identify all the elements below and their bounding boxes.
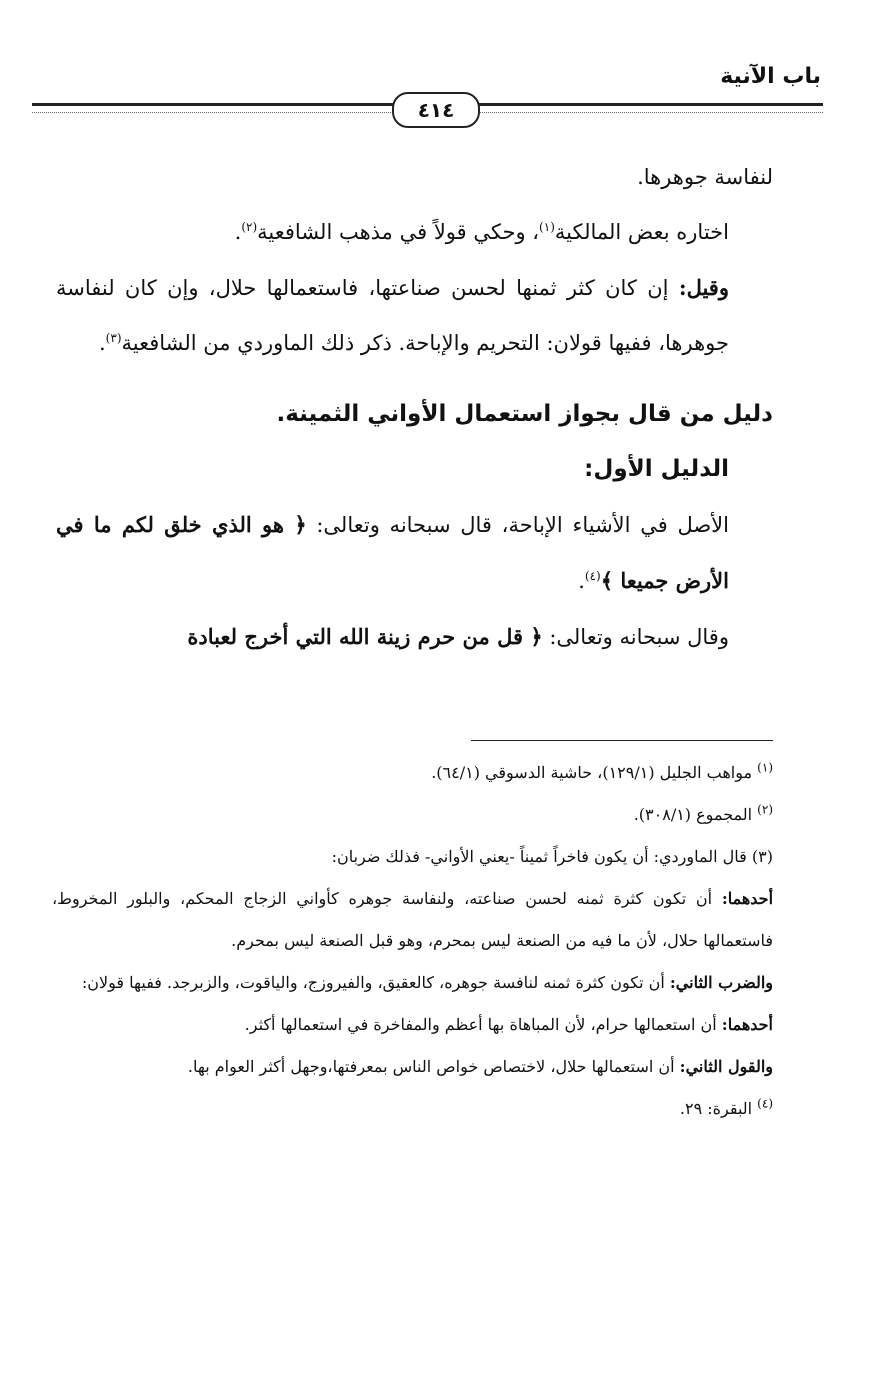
footnote: $^{(٢)}$ المجموع (٣٠٨/١). bbox=[633, 802, 773, 824]
footnote: (٣) قال الماوردي: أن يكون فاخراً ثميناً -يعني الأواني- فذلك ضربان: bbox=[331, 847, 773, 866]
footnote-number: (٣) bbox=[751, 847, 773, 866]
text-line: اختاره بعض المالكية$^{(١)}$، وحكي قولاً في مذهب الشافعية$^{(٢)}$. bbox=[234, 220, 729, 244]
page-number: ٤١٤ bbox=[392, 92, 480, 128]
footnote-paragraph: والقول الثاني: أن استعمالها حلال، لاختصاص خواص الناس بمعرفتها،وجهل أكثر العوام بها. bbox=[187, 1057, 773, 1076]
footnote-ref[interactable]: (١) bbox=[539, 220, 555, 234]
footnote: $^{(١)}$ مواهب الجليل (١٢٩/١)، حاشية الدسوقي (٦٤/١). bbox=[431, 760, 773, 782]
footnote-separator bbox=[471, 740, 773, 741]
quran-verse: ﴿ قل من حرم زينة الله التي أخرج لعبادة bbox=[187, 624, 543, 649]
text-paragraph: الأصل في الأشياء الإباحة، قال سبحانه وتعالى: ﴿ هو الذي خلق لكم ما في الأرض جميعا ﴾$^{(٤)}$. bbox=[56, 512, 729, 593]
footnote-number: (٤) bbox=[757, 1096, 773, 1111]
main-text bbox=[56, 150, 773, 665]
footnote-ref[interactable]: (٢) bbox=[241, 220, 258, 234]
lead-word: أحدهما: bbox=[721, 1015, 773, 1034]
footnote-number: (٢) bbox=[757, 802, 773, 817]
chapter-title: باب الآنية bbox=[720, 64, 821, 89]
lead-word: والضرب الثاني: bbox=[669, 973, 773, 992]
section-heading: دليل من قال بجواز استعمال الأواني الثمينة. bbox=[276, 401, 773, 427]
footnote-paragraph: أحدهما: أن تكون كثرة ثمنه لحسن صناعته، ولنفاسة جوهره كأواني الزجاج المحكم، والبلور المخروط، فاستعمالها حلال، لأن ما فيه من الصنعة ليس بمحرم، وهو قبل الصنعة ليس بمحرم. bbox=[52, 889, 774, 950]
text-line: وقال سبحانه وتعالى: ﴿ قل من حرم زينة الله التي أخرج لعبادة bbox=[187, 624, 729, 649]
footnote: $^{(٤)}$ البقرة: ٢٩. bbox=[679, 1096, 773, 1118]
text-line: لنفاسة جوهرها. bbox=[637, 165, 773, 189]
footnote-ref[interactable]: (٣) bbox=[105, 331, 122, 345]
footnote-paragraph: والضرب الثاني: أن تكون كثرة ثمنه لنافسة جوهره، كالعقيق، والفيروزج، والياقوت، والزبرجد. ففيها قولان: bbox=[81, 973, 773, 992]
footnotes bbox=[52, 752, 823, 1130]
spacer bbox=[56, 371, 773, 387]
lead-word: أحدهما: bbox=[721, 889, 774, 908]
footnote-ref[interactable]: (٤) bbox=[584, 569, 601, 583]
footnote-number: (١) bbox=[757, 760, 773, 775]
sub-heading: الدليل الأول: bbox=[584, 456, 729, 482]
footnote-paragraph: أحدهما: أن استعمالها حرام، لأن المباهاة بها أعظم والمفاخرة في استعمالها أكثر. bbox=[244, 1015, 773, 1034]
quran-verse: ﴿ هو الذي خلق لكم ما في الأرض جميعا ﴾ bbox=[56, 512, 729, 593]
text-paragraph: وقيل: إن كان كثر ثمنها لحسن صناعتها، فاستعمالها حلال، وإن كان لنفاسة جوهرها، ففيها قولان: التحريم والإباحة. ذكر ذلك الماوردي من الشافعية$^{(٣)}$. bbox=[56, 275, 729, 355]
lead-word: والقول الثاني: bbox=[679, 1057, 773, 1076]
lead-word: وقيل: bbox=[678, 275, 729, 300]
